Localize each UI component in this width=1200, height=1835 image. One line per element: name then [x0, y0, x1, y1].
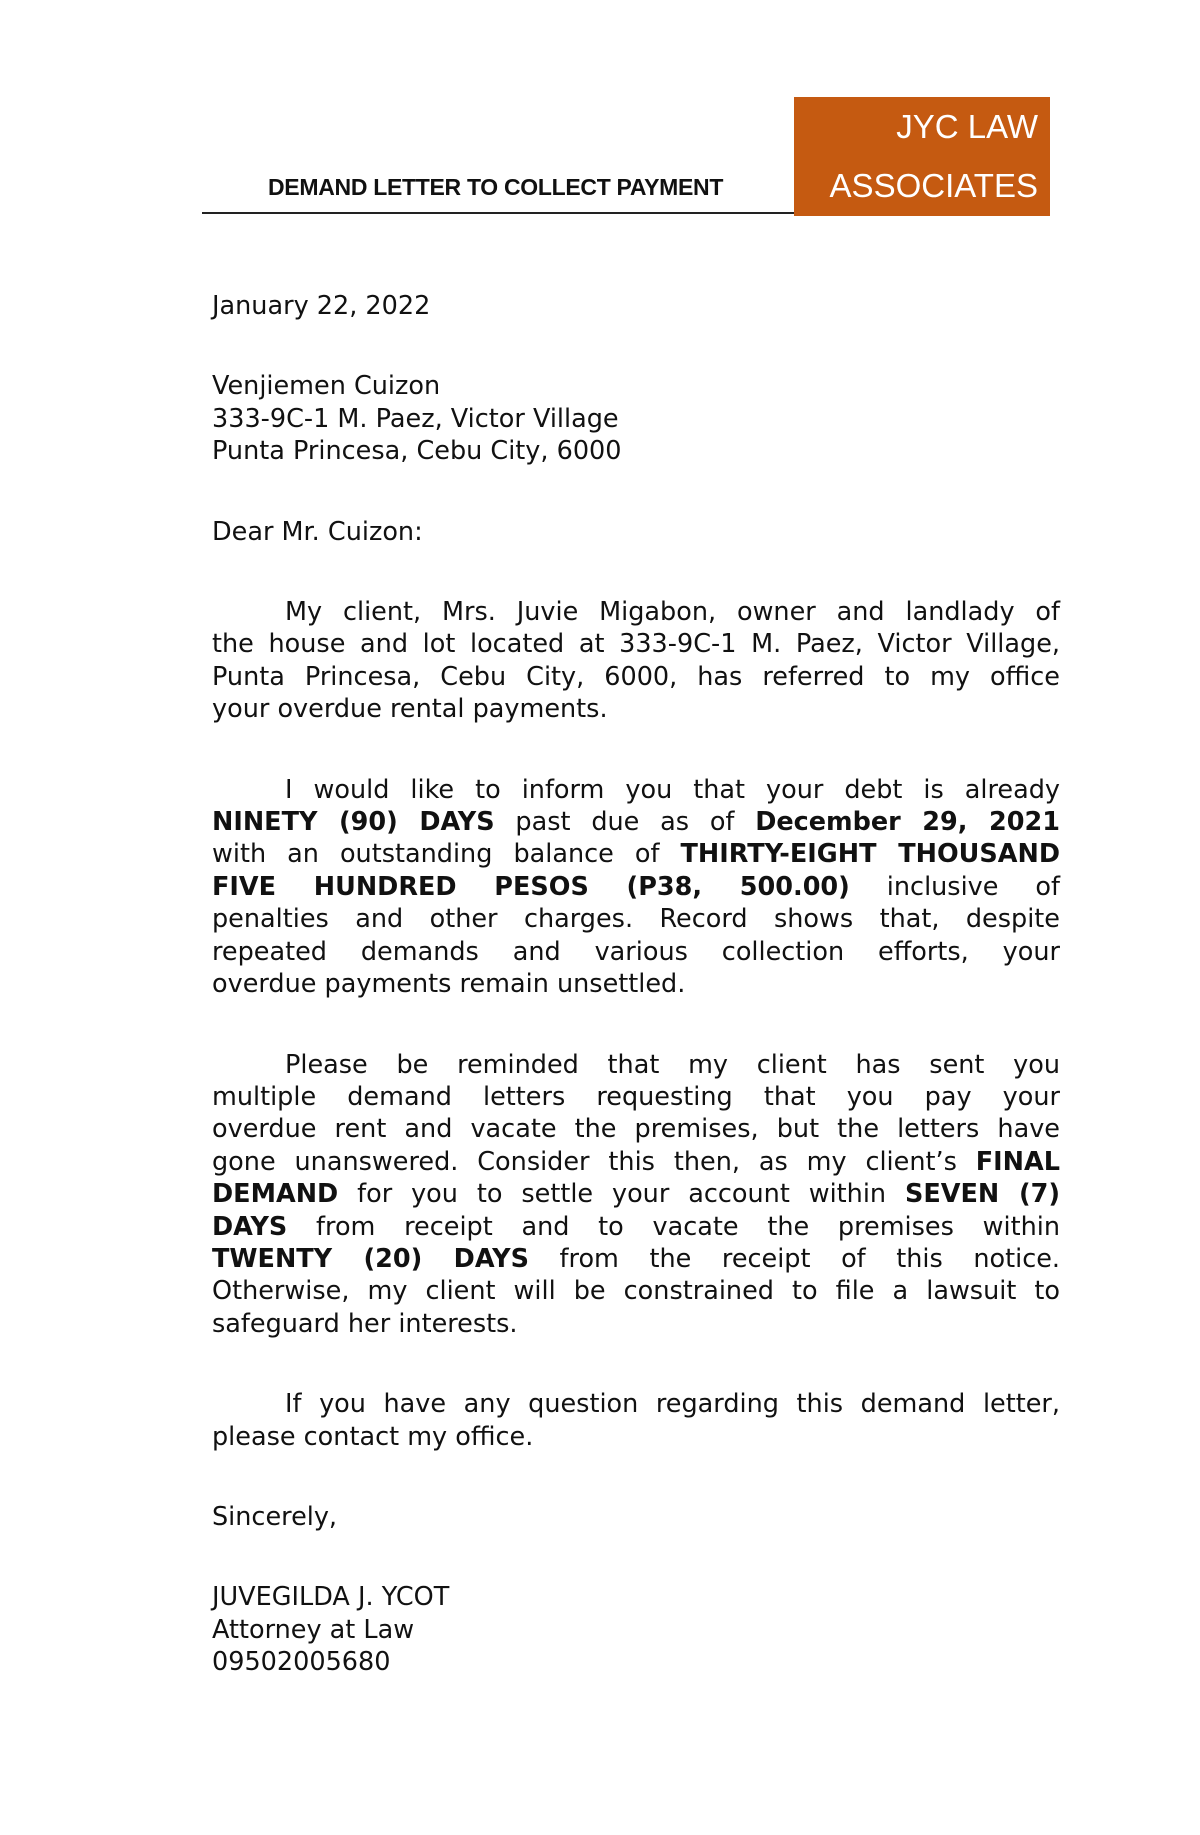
firm-name-line1: JYC LAW	[896, 108, 1038, 145]
letter-date: January 22, 2022	[212, 291, 431, 321]
firm-name-line2: ASSOCIATES	[829, 167, 1038, 204]
signatory-name: JUVEGILDA J. YCOT	[212, 1582, 450, 1613]
p2-line: repeated demands and various collection efforts, your	[212, 936, 1060, 967]
p4-line: please contact my office.	[212, 1421, 534, 1452]
paragraph-4	[212, 1388, 1060, 1453]
p2-line: with an outstanding balance of THIRTY-EIGHT THOUSAND	[212, 839, 1060, 870]
firm-logo-box	[794, 97, 1050, 216]
p3-line: multiple demand letters requesting that you pay your	[212, 1081, 1060, 1112]
settle-days-2: DAYS	[212, 1211, 288, 1242]
recipient-name: Venjiemen Cuizon	[212, 371, 441, 402]
p1-line: Punta Princesa, Cebu City, 6000, has referred to my office	[212, 661, 1060, 692]
signatory-title: Attorney at Law	[212, 1614, 415, 1645]
p2-line: NINETY (90) DAYS past due as of December 29, 2021	[212, 807, 1061, 838]
p2-line: overdue payments remain unsettled.	[212, 969, 686, 1000]
p3-line: TWENTY (20) DAYS from the receipt of this notice.	[212, 1243, 1061, 1274]
p4-line: If you have any question regarding this demand letter,	[285, 1389, 1060, 1420]
document-title: DEMAND LETTER TO COLLECT PAYMENT	[268, 174, 724, 200]
demand-word: DEMAND	[212, 1179, 339, 1210]
p3-line: Please be reminded that my client has sent you	[285, 1049, 1060, 1080]
settle-days-1: SEVEN (7)	[904, 1179, 1060, 1210]
p3-line: DAYS from receipt and to vacate the premises within	[212, 1211, 1060, 1242]
header-divider	[202, 212, 794, 214]
p3-line: Otherwise, my client will be constrained to file a lawsuit to	[212, 1276, 1060, 1307]
salutation: Dear Mr. Cuizon:	[212, 516, 423, 547]
paragraph-3	[212, 1049, 1060, 1341]
p1-line: the house and lot located at 333-9C-1 M. Paez, Victor Village,	[212, 629, 1060, 660]
recipient-address-line1: 333-9C-1 M. Paez, Victor Village	[212, 403, 619, 434]
closing: Sincerely,	[212, 1501, 338, 1532]
p3-line: gone unanswered. Consider this then, as my client’s FINAL	[212, 1146, 1060, 1177]
signatory-phone: 09502005680	[212, 1647, 391, 1678]
final-word: FINAL	[975, 1146, 1060, 1177]
p3-line: DEMAND for you to settle your account within SEVEN (7)	[212, 1179, 1060, 1210]
p3-line: overdue rent and vacate the premises, but the letters have	[212, 1114, 1060, 1145]
balance-words-2: FIVE HUNDRED PESOS (P38, 500.00)	[212, 871, 850, 902]
p2-line: FIVE HUNDRED PESOS (P38, 500.00) inclusive of	[212, 871, 1060, 902]
p1-line: your overdue rental payments.	[212, 694, 608, 725]
recipient-address-line2: Punta Princesa, Cebu City, 6000	[212, 436, 622, 467]
vacate-days: TWENTY (20) DAYS	[212, 1243, 529, 1274]
paragraph-2	[212, 774, 1060, 1001]
overdue-days: NINETY (90) DAYS	[212, 807, 495, 838]
p2-line: penalties and other charges. Record shows that, despite	[212, 904, 1060, 935]
balance-words-1: THIRTY-EIGHT THOUSAND	[680, 839, 1060, 870]
letter-body	[212, 290, 1060, 1679]
due-date: December 29, 2021	[755, 807, 1061, 838]
p2-line: I would like to inform you that your debt is already	[285, 774, 1060, 805]
p3-line: safeguard her interests.	[212, 1308, 518, 1339]
p1-line: My client, Mrs. Juvie Migabon, owner and landlady of	[285, 597, 1060, 628]
paragraph-1	[212, 596, 1060, 726]
